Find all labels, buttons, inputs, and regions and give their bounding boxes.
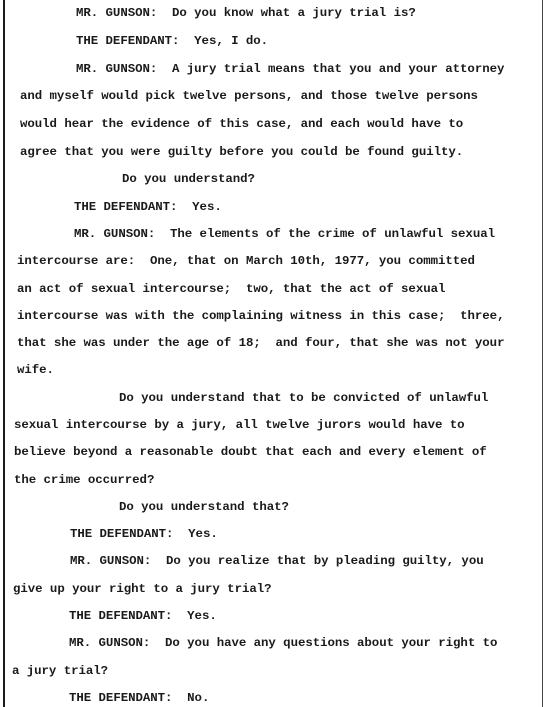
transcript-line: intercourse are: One, that on March 10th, 1977, you committed [17,254,475,268]
page-right-border [542,0,543,707]
transcript-line: intercourse was with the complaining witness in this case; three, [17,309,505,323]
transcript-line: THE DEFENDANT: Yes. [70,527,218,541]
transcript-line: THE DEFENDANT: Yes. [74,200,222,214]
transcript-line: Do you understand that to be convicted of unlawful [119,391,489,405]
transcript-line: that she was under the age of 18; and four, that she was not your [17,336,505,350]
transcript-line: THE DEFENDANT: No. [69,691,210,705]
transcript-line: would hear the evidence of this case, and each would have to [20,117,464,131]
transcript-line: THE DEFENDANT: Yes. [69,609,217,623]
transcript-line: sexual intercourse by a jury, all twelve jurors would have to [14,418,465,432]
transcript-line: Do you understand that? [119,500,289,514]
transcript-line: an act of sexual intercourse; two, that the act of sexual [17,282,446,296]
transcript-line: MR. GUNSON: Do you realize that by pleading guilty, you [70,554,484,568]
transcript-line: wife. [17,363,54,377]
transcript-line: the crime occurred? [14,473,155,487]
transcript-line: MR. GUNSON: Do you have any questions about your right to [69,636,498,650]
transcript-line: and myself would pick twelve persons, and those twelve persons [20,89,478,103]
transcript-line: give up your right to a jury trial? [13,582,272,596]
transcript-line: MR. GUNSON: The elements of the crime of unlawful sexual [74,227,495,241]
transcript-line: MR. GUNSON: A jury trial means that you and your attorney [76,62,505,76]
transcript-line: MR. GUNSON: Do you know what a jury trial is? [76,6,416,20]
transcript-line: believe beyond a reasonable doubt that each and every element of [14,445,487,459]
transcript-line: a jury trial? [12,664,109,678]
transcript-line: Do you understand? [122,172,255,186]
transcript-line: THE DEFENDANT: Yes, I do. [76,34,269,48]
page-left-border [3,0,5,707]
transcript-line: agree that you were guilty before you could be found guilty. [20,145,464,159]
